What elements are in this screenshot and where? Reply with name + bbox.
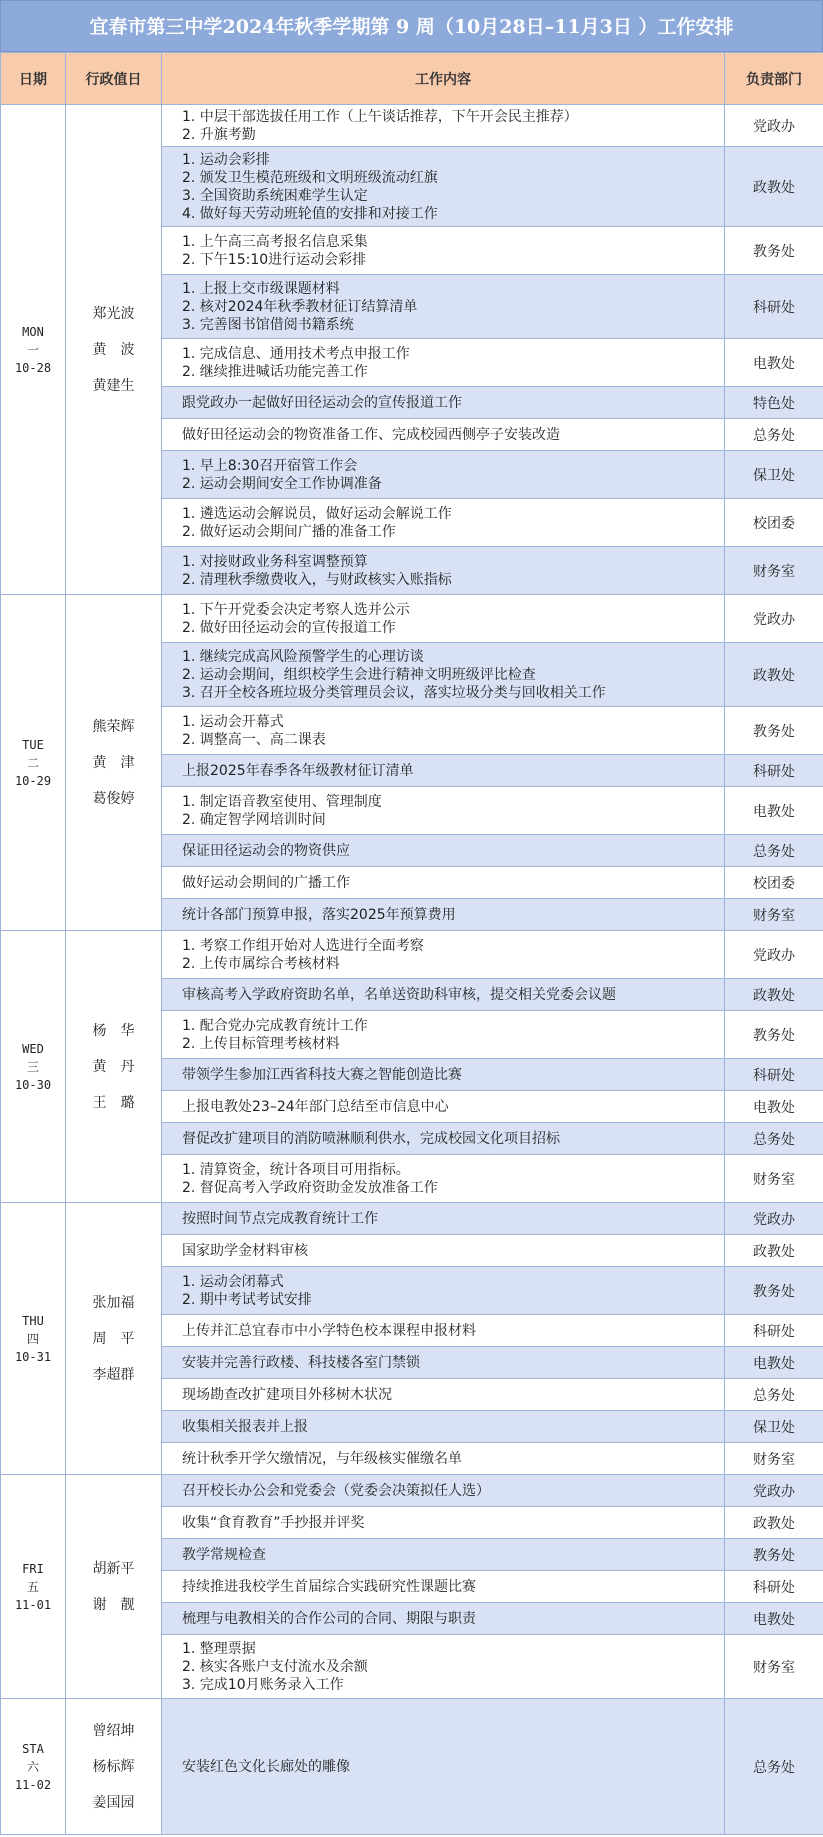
task-content [162,1443,725,1475]
dept-cell: 总务处 [725,419,823,451]
dept-cell: 党政办 [725,1203,823,1235]
task-line: 1. 制定语音教室使用、管理制度 [182,793,382,810]
task-content [162,643,725,707]
task-content [162,1539,725,1571]
dept-cell: 校团委 [725,499,823,547]
task-line: 现场勘查改扩建项目外移树木状况 [182,1386,392,1403]
task-content [162,1571,725,1603]
task-line: 2. 督促高考入学政府资助金发放准备工作 [182,1179,438,1196]
task-line: 2. 调整高一、高二课表 [182,731,326,748]
task-line: 督促改扩建项目的消防喷淋顺利供水，完成校园文化项目招标 [182,1130,560,1147]
page-title: 宜春市第三中学2024年秋季学期第 9 周（10月28日–11月3日 ）工作安排 [0,0,823,52]
dept-cell: 教务处 [725,1539,823,1571]
header-row [1,53,823,105]
duty-person: 黄 津 [92,754,135,771]
task-content [162,931,725,979]
task-content [162,787,725,835]
task-line: 审核高考入学政府资助名单，名单送资助科审核，提交相关党委会议题 [182,986,616,1003]
task-line: 教学常规检查 [182,1546,266,1563]
schedule-table [0,52,823,1835]
dept-cell: 党政办 [725,1475,823,1507]
dept-cell: 政教处 [725,1235,823,1267]
task-content [162,979,725,1011]
task-line: 2. 核实各账户支付流水及余额 [182,1658,368,1675]
dept-cell: 保卫处 [725,451,823,499]
table-row [1,931,823,979]
duty-person: 胡新平 [92,1560,135,1577]
duty-person: 黄建生 [92,377,135,394]
task-line: 2. 上传市属综合考核材料 [182,955,340,972]
task-line: 统计各部门预算申报，落实2025年预算费用 [182,906,456,923]
task-line: 1. 早上8:30召开宿管工作会 [182,457,358,474]
duty-person: 谢 靓 [92,1596,135,1613]
duty-person: 张加福 [92,1294,135,1311]
task-content [162,1347,725,1379]
day-cell [1,1699,66,1835]
task-line: 按照时间节点完成教育统计工作 [182,1210,378,1227]
task-line: 统计秋季开学欠缴情况，与年级核实催缴名单 [182,1450,462,1467]
task-line: 1. 下午开党委会决定考察人选并公示 [182,601,410,618]
day-day-cn: 四 [26,1331,39,1346]
task-line: 做好田径运动会的物资准备工作、完成校园西侧亭子安装改造 [182,426,560,443]
duty-person: 黄 波 [92,341,135,358]
task-line: 2. 继续推进喊话功能完善工作 [182,363,368,380]
task-line: 1. 运动会闭幕式 [182,1273,284,1290]
dept-cell: 保卫处 [725,1411,823,1443]
day-date: 10-31 [14,1349,52,1364]
day-day-code: TUE [22,737,44,752]
duty-person: 李超群 [92,1366,135,1383]
task-content [162,1059,725,1091]
dept-cell: 总务处 [725,1123,823,1155]
day-cell [1,1475,66,1699]
table-row [1,1475,823,1507]
task-line: 2. 运动会期间，组织校学生会进行精神文明班级评比检查 [182,666,536,683]
task-content [162,1603,725,1635]
day-day-cn: 一 [26,342,39,357]
duty-person: 周 平 [92,1330,135,1347]
day-date: 11-01 [14,1597,52,1612]
dept-cell: 财务室 [725,547,823,595]
task-line: 2. 上传目标管理考核材料 [182,1035,340,1052]
task-line: 1. 中层干部选拔任用工作（上午谈话推荐，下午开会民主推荐） [182,108,578,125]
day-day-cn: 六 [26,1759,39,1774]
duty-person: 曾绍坤 [92,1722,135,1739]
dept-cell: 教务处 [725,227,823,275]
task-line: 持续推进我校学生首届综合实践研究性课题比赛 [182,1578,476,1595]
task-line: 安装红色文化长廊处的雕像 [182,1758,350,1775]
dept-cell: 科研处 [725,1571,823,1603]
dept-cell: 科研处 [725,755,823,787]
task-line: 4. 做好每天劳动班轮值的安排和对接工作 [182,205,438,222]
dept-cell: 教务处 [725,707,823,755]
task-line: 2. 下午15:10进行运动会彩排 [182,251,367,268]
dept-cell: 教务处 [725,1267,823,1315]
task-content [162,1267,725,1315]
dept-cell: 财务室 [725,1635,823,1699]
dept-cell: 校团委 [725,867,823,899]
task-line: 2. 升旗考勤 [182,126,256,143]
dept-cell: 科研处 [725,1059,823,1091]
task-content [162,1507,725,1539]
task-line: 1. 上午高三高考报名信息采集 [182,233,368,250]
task-content [162,1411,725,1443]
day-day-code: THU [22,1313,44,1328]
task-line: 3. 全国资助系统困难学生认定 [182,187,368,204]
dept-cell: 总务处 [725,835,823,867]
day-day-code: MON [22,324,44,339]
day-day-cn: 五 [26,1579,39,1594]
duty-person: 王 璐 [92,1094,135,1111]
task-line: 2. 期中考试考试安排 [182,1291,312,1308]
task-line: 2. 核对2024年秋季教材征订结算清单 [182,298,418,315]
day-cell [1,1203,66,1475]
task-line: 3. 召开全校各班垃圾分类管理员会议，落实垃圾分类与回收相关工作 [182,684,606,701]
task-content [162,1235,725,1267]
task-content [162,1155,725,1203]
task-line: 2. 颁发卫生模范班级和文明班级流动红旗 [182,169,438,186]
task-line: 收集“食育教育”手抄报并评奖 [182,1514,365,1531]
duty-cell [66,1699,162,1835]
duty-person: 黄 丹 [92,1058,135,1075]
task-content [162,227,725,275]
task-line: 1. 运动会开幕式 [182,713,284,730]
task-content [162,1635,725,1699]
task-line: 收集相关报表并上报 [182,1418,308,1435]
table-row [1,1699,823,1835]
duty-person: 杨 华 [92,1022,135,1039]
day-day-code: FRI [22,1561,44,1576]
dept-cell: 总务处 [725,1699,823,1835]
task-content [162,147,725,227]
task-content [162,451,725,499]
dept-cell: 电教处 [725,787,823,835]
task-line: 1. 考察工作组开始对人选进行全面考察 [182,937,424,954]
task-line: 跟党政办一起做好田径运动会的宣传报道工作 [182,394,462,411]
duty-person: 葛俊婷 [92,790,135,807]
table-row [1,595,823,643]
task-content [162,1699,725,1835]
task-line: 带领学生参加江西省科技大赛之智能创造比赛 [182,1066,462,1083]
task-content [162,1011,725,1059]
day-date: 10-29 [14,773,52,788]
dept-cell: 党政办 [725,931,823,979]
task-line: 3. 完善图书馆借阅书籍系统 [182,316,354,333]
task-line: 做好运动会期间的广播工作 [182,874,350,891]
task-content [162,595,725,643]
task-line: 1. 对接财政业务科室调整预算 [182,553,368,570]
task-content [162,835,725,867]
task-line: 国家助学金材料审核 [182,1242,308,1259]
task-line: 1. 继续完成高风险预警学生的心理访谈 [182,648,424,665]
task-line: 2. 清理秋季缴费收入，与财政核实入账指标 [182,571,452,588]
dept-cell: 政教处 [725,643,823,707]
header-dept: 负责部门 [725,53,823,105]
dept-cell: 政教处 [725,979,823,1011]
duty-cell [66,595,162,931]
dept-cell: 政教处 [725,147,823,227]
day-day-code: WED [22,1041,44,1056]
duty-cell [66,105,162,595]
task-content [162,707,725,755]
header-content: 工作内容 [162,53,725,105]
task-content [162,899,725,931]
dept-cell: 电教处 [725,339,823,387]
task-line: 梳理与电教相关的合作公司的合同、期限与职责 [182,1610,476,1627]
task-content [162,755,725,787]
task-line: 1. 运动会彩排 [182,151,270,168]
dept-cell: 财务室 [725,1155,823,1203]
task-line: 上传并汇总宜春市中小学特色校本课程申报材料 [182,1322,476,1339]
duty-cell [66,1203,162,1475]
task-line: 1. 配合党办完成教育统计工作 [182,1017,368,1034]
task-line: 1. 整理票据 [182,1640,256,1657]
task-line: 安装并完善行政楼、科技楼各室门禁锁 [182,1354,420,1371]
task-line: 2. 做好田径运动会的宣传报道工作 [182,619,396,636]
dept-cell: 特色处 [725,387,823,419]
dept-cell: 政教处 [725,1507,823,1539]
task-line: 上报电教处23–24年部门总结至市信息中心 [182,1098,449,1115]
task-content [162,1379,725,1411]
day-day-cn: 二 [26,755,39,770]
duty-person: 郑光波 [92,305,135,322]
task-line: 保证田径运动会的物资供应 [182,842,350,859]
dept-cell: 电教处 [725,1091,823,1123]
dept-cell: 党政办 [725,595,823,643]
dept-cell: 科研处 [725,275,823,339]
duty-person: 姜国园 [92,1794,135,1811]
task-line: 1. 遴选运动会解说员，做好运动会解说工作 [182,505,452,522]
task-line: 1. 上报上交市级课题材料 [182,280,340,297]
day-day-cn: 三 [26,1059,39,1074]
day-cell [1,931,66,1203]
task-line: 上报2025年春季各年级教材征订清单 [182,762,414,779]
task-content [162,1203,725,1235]
task-content [162,867,725,899]
dept-cell: 教务处 [725,1011,823,1059]
dept-cell: 总务处 [725,1379,823,1411]
table-row [1,1203,823,1235]
task-content [162,105,725,147]
header-duty: 行政值日 [66,53,162,105]
table-row [1,105,823,147]
dept-cell: 财务室 [725,899,823,931]
schedule-body [1,105,823,1835]
task-line: 1. 完成信息、通用技术考点申报工作 [182,345,410,362]
dept-cell: 财务室 [725,1443,823,1475]
task-content [162,1091,725,1123]
task-content [162,547,725,595]
task-content [162,1315,725,1347]
dept-cell: 党政办 [725,105,823,147]
day-date: 10-28 [14,360,52,375]
task-line: 2. 运动会期间安全工作协调准备 [182,475,382,492]
task-content [162,499,725,547]
dept-cell: 科研处 [725,1315,823,1347]
day-date: 10-30 [14,1077,52,1092]
task-content [162,275,725,339]
task-line: 2. 做好运动会期间广播的准备工作 [182,523,396,540]
day-day-code: STA [22,1741,44,1756]
day-cell [1,595,66,931]
day-date: 11-02 [14,1777,52,1792]
duty-cell [66,1475,162,1699]
task-line: 2. 确定智学网培训时间 [182,811,326,828]
task-content [162,1123,725,1155]
dept-cell: 电教处 [725,1347,823,1379]
task-content [162,1475,725,1507]
dept-cell: 电教处 [725,1603,823,1635]
task-line: 3. 完成10月账务录入工作 [182,1676,344,1693]
duty-cell [66,931,162,1203]
task-content [162,339,725,387]
task-line: 召开校长办公会和党委会（党委会决策拟任人选） [182,1482,490,1499]
task-content [162,387,725,419]
duty-person: 杨标辉 [92,1758,135,1775]
duty-person: 熊荣辉 [92,718,135,735]
task-line: 1. 清算资金，统计各项目可用指标。 [182,1161,410,1178]
day-cell [1,105,66,595]
header-date: 日期 [1,53,66,105]
task-content [162,419,725,451]
